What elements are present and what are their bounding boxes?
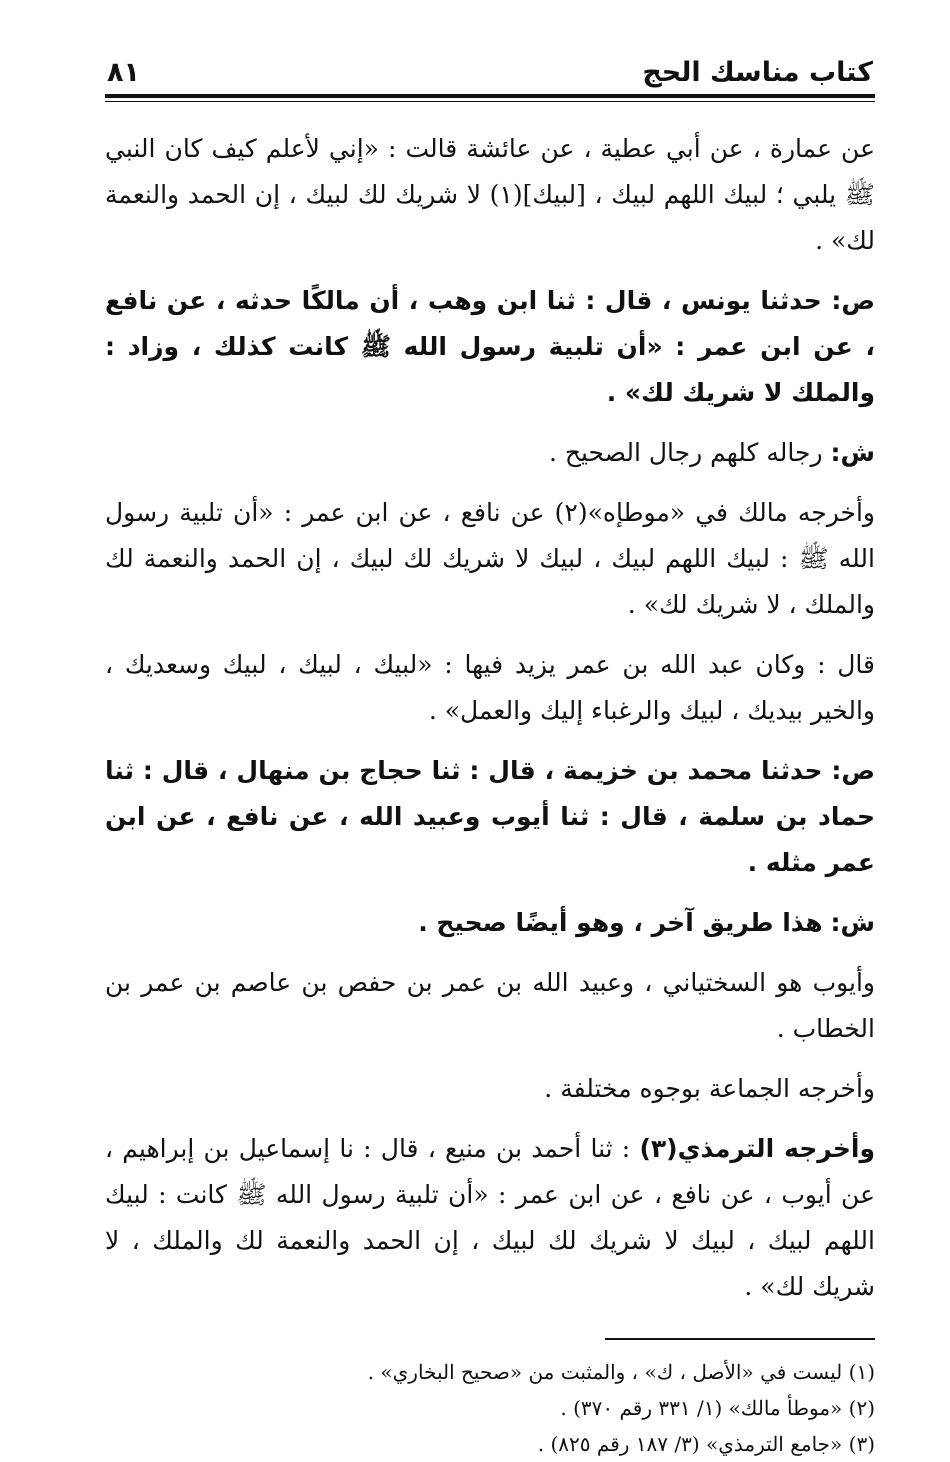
header-rule-thin (105, 101, 875, 102)
paragraph-text: وأخرجه الجماعة بوجوه مختلفة . (544, 1074, 875, 1103)
header-rule-thick (105, 94, 875, 98)
paragraph (105, 1126, 875, 1310)
paragraph-text: حدثنا يونس ، قال : ثنا ابن وهب ، أن مالكًا حدثه ، عن نافع ، عن ابن عمر : «أن تلبية رسول الله ﷺ كانت كذلك ، وزاد : والملك لا شريك لك» . (105, 286, 875, 407)
body-text (105, 126, 875, 1310)
paragraph-text: رجاله كلهم رجال الصحيح . (548, 438, 823, 467)
paragraph-text: حدثنا محمد بن خزيمة ، قال : ثنا حجاج بن منهال ، قال : ثنا حماد بن سلمة ، قال : ثنا أيوب وعبيد الله ، عن نافع ، عن ابن عمر مثله . (105, 756, 875, 877)
paragraph-text: قال : وكان عبد الله بن عمر يزيد فيها : «لبيك ، لبيك ، لبيك وسعديك ، والخير بيديك ، لبيك والرغباء إليك والعمل» . (105, 650, 875, 725)
paragraph (105, 1066, 875, 1112)
shin-label: ش: (830, 908, 875, 937)
paragraph (105, 960, 875, 1052)
footnote-separator (605, 1338, 875, 1340)
running-head (105, 40, 875, 88)
shin-label: ش: (830, 438, 875, 467)
paragraph-sanad (105, 748, 875, 886)
paragraph (105, 642, 875, 734)
sad-label: ص: (831, 286, 875, 315)
running-title: كتاب مناسك الحج (642, 57, 873, 88)
paragraph-text: هذا طريق آخر ، وهو أيضًا صحيح . (418, 908, 823, 937)
footnote: (٢) «موطأ مالك» (١/ ٣٣١ رقم ٣٧٠) . (560, 1396, 875, 1420)
paragraph-sharh (105, 430, 875, 476)
paragraph (105, 490, 875, 628)
paragraph-text: : ثنا أحمد بن منيع ، قال : نا إسماعيل بن إبراهيم ، عن أيوب ، عن نافع ، عن ابن عمر : «أن تلبية رسول الله ﷺ كانت : لبيك اللهم لبيك ، لبيك لا شريك لك لبيك ، إن الحمد والنعمة لك والملك ، لا شريك لك» . (105, 1134, 875, 1301)
paragraph-text: عن عمارة ، عن أبي عطية ، عن عائشة قالت : «إني لأعلم كيف كان النبي ﷺ يلبي ؛ لبيك اللهم لبيك ، [لبيك](١) لا شريك لك لبيك ، إن الحمد والنعمة لك» . (105, 134, 875, 255)
paragraph-sanad (105, 278, 875, 416)
footnotes (105, 1354, 875, 1462)
page-number: ٨١ (107, 57, 140, 88)
footnote: (١) ليست في «الأصل ، ك» ، والمثبت من «صحيح البخاري» . (367, 1360, 875, 1384)
footnote: (٣) «جامع الترمذي» (٣/ ١٨٧ رقم ٨٢٥) . (537, 1432, 875, 1456)
paragraph-text: وأيوب هو السختياني ، وعبيد الله بن عمر بن حفص بن عاصم بن عمر بن الخطاب . (105, 968, 875, 1043)
paragraph-lead: وأخرجه الترمذي(٣) (639, 1134, 875, 1163)
paragraph-text: وأخرجه مالك في «موطإه»(٢) عن نافع ، عن ابن عمر : «أن تلبية رسول الله ﷺ : لبيك اللهم لبيك ، لبيك لا شريك لك لبيك ، إن الحمد والنعمة لك والملك ، لا شريك لك» . (105, 498, 875, 619)
paragraph (105, 126, 875, 264)
paragraph-sharh (105, 900, 875, 946)
sad-label: ص: (831, 756, 875, 785)
